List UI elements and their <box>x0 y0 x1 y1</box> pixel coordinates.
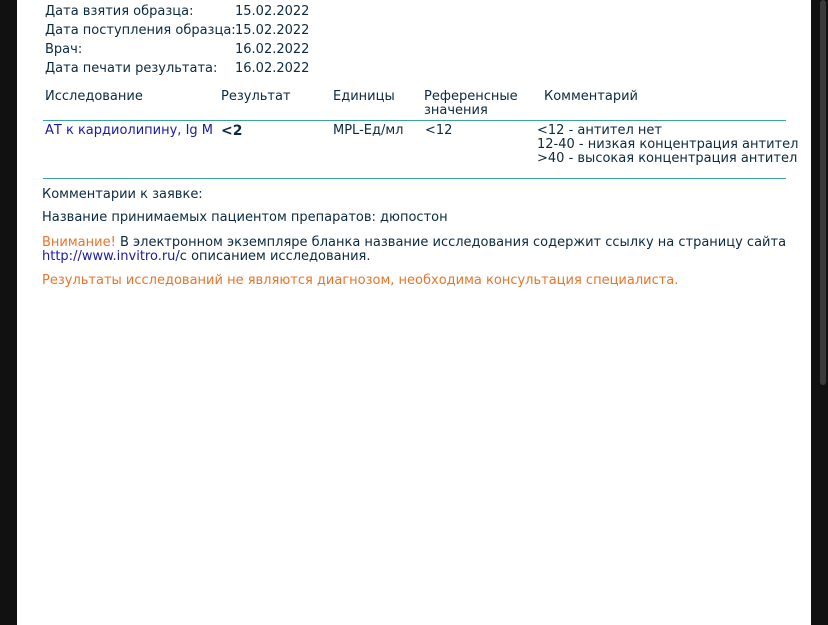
comment-line: >40 - высокая концентрация антител <box>537 151 798 166</box>
order-comments: Комментарии к заявке: <box>42 187 203 202</box>
link-suffix: с описанием исследования. <box>179 249 371 264</box>
disclaimer: Результаты исследований не являются диагнозом, необходима консультация специалиста. <box>42 273 679 288</box>
units-value: MPL-Ед/мл <box>333 123 404 138</box>
receipt-date-value: 15.02.2022 <box>235 23 310 38</box>
header-test: Исследование <box>45 89 143 104</box>
document-page <box>17 0 811 625</box>
table-header-rule <box>43 120 786 121</box>
receipt-date-label: Дата поступления образца: <box>45 23 236 38</box>
warning-label: Внимание! <box>42 235 116 250</box>
reference-value: <12 <box>425 123 453 138</box>
header-reference-line2: значения <box>424 103 488 118</box>
comment-line: 12-40 - низкая концентрация антител <box>537 137 799 152</box>
vertical-scrollbar[interactable] <box>820 0 826 385</box>
print-date-label: Дата печати результата: <box>45 61 218 76</box>
sample-date-label: Дата взятия образца: <box>45 4 194 19</box>
doctor-label: Врач: <box>45 42 83 57</box>
header-units: Единицы <box>333 89 395 104</box>
drugs-note: Название принимаемых пациентом препаратов: дюпостон <box>42 210 448 225</box>
warning-note <box>42 236 786 250</box>
header-reference-line1: Референсные <box>424 89 518 104</box>
warning-text: В электронном экземпляре бланка название исследования содержит ссылку на страницу сайта <box>115 235 787 250</box>
invitro-link[interactable]: http://www.invitro.ru/ <box>42 249 180 264</box>
header-result: Результат <box>221 89 291 104</box>
comment-value <box>537 124 798 166</box>
result-value: <2 <box>221 123 243 139</box>
table-bottom-rule <box>43 178 786 179</box>
header-reference <box>424 90 518 118</box>
link-line <box>42 250 371 264</box>
comment-line: <12 - антител нет <box>537 123 662 138</box>
test-name-link[interactable]: АТ к кардиолипину, Ig M <box>45 123 214 138</box>
header-comment: Комментарий <box>544 89 638 104</box>
print-date-value: 16.02.2022 <box>235 61 310 76</box>
doctor-value: 16.02.2022 <box>235 42 310 57</box>
sample-date-value: 15.02.2022 <box>235 4 310 19</box>
